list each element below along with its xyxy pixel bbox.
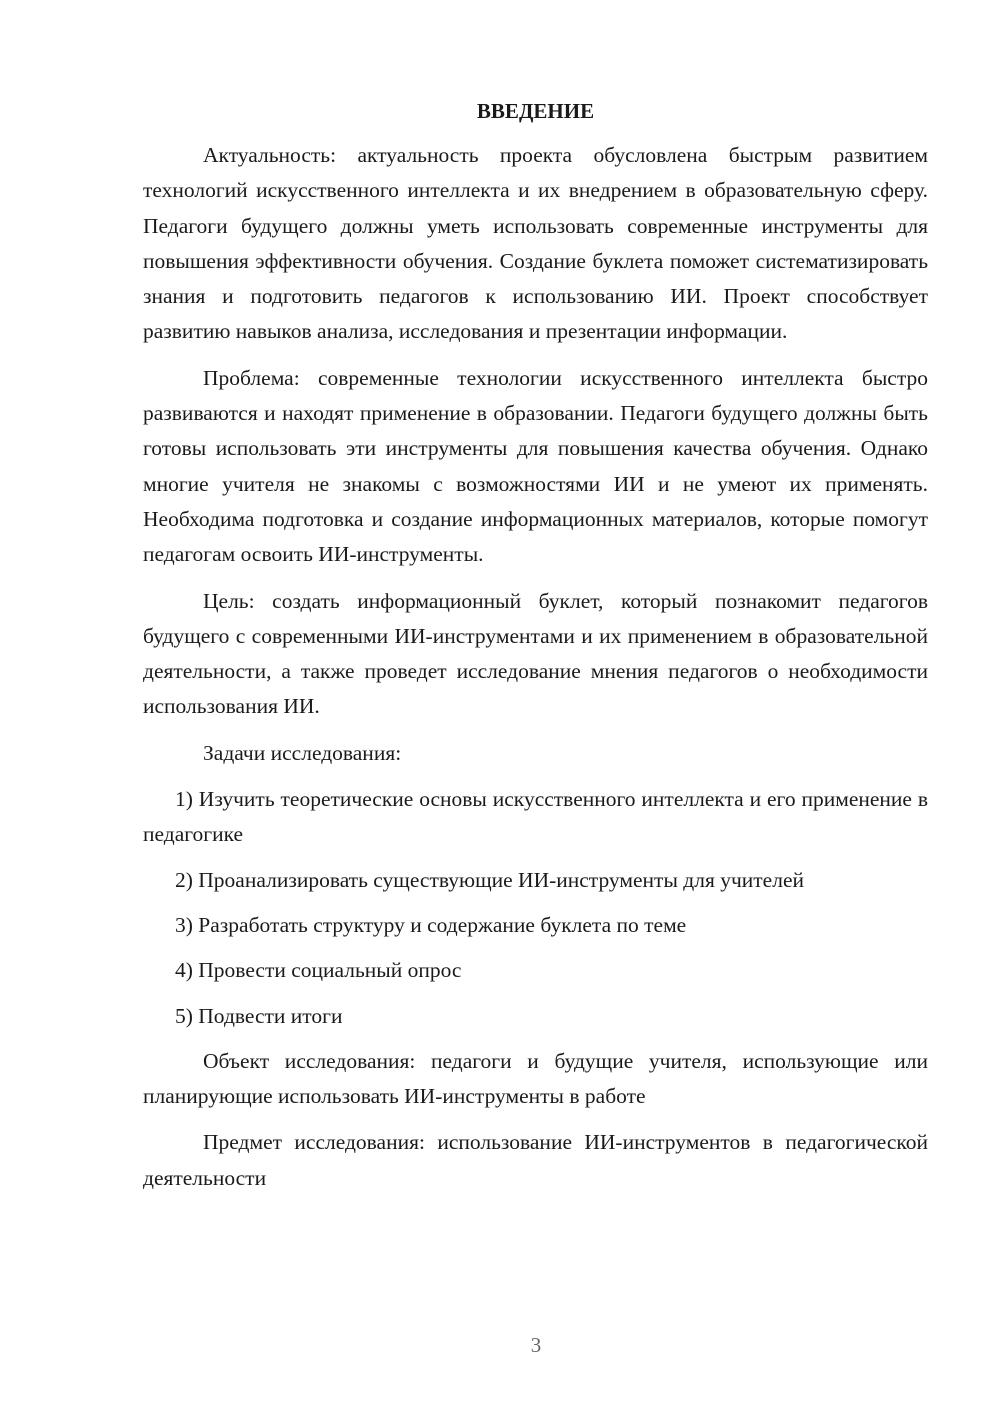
- relevance-paragraph: Актуальность: актуальность проекта обусловлена быстрым развитием технологий искусственного интеллекта и их внедрением в образовательную сферу. Педагоги будущего должны уметь использовать современные инструменты для повышения эффективности обучения. Создание буклета поможет систематизировать знания и подготовить педагогов к использованию ИИ. Проект способствует развитию навыков анализа, исследования и презентации информации.: [143, 143, 928, 344]
- task-item: 4) Провести социальный опрос: [175, 958, 462, 983]
- task-item: 2) Проанализировать существующие ИИ-инструменты для учителей: [175, 867, 804, 892]
- object-paragraph: Объект исследования: педагоги и будущие учителя, использующие или планирующие использовать ИИ-инструменты в работе: [143, 1048, 928, 1109]
- task-item: 1) Изучить теоретические основы искусственного интеллекта и его применение в педагогике: [143, 787, 928, 847]
- problem-paragraph: Проблема: современные технологии искусственного интеллекта быстро развиваются и находят применение в образовании. Педагоги будущего должны быть готовы использовать эти инструменты для повышения качества обучения. Однако многие учителя не знакомы с возможностями ИИ и не умеют их применять. Необходима подготовка и создание информационных материалов, которые помогут педагогам освоить ИИ-инструменты.: [143, 365, 928, 567]
- task-item: 5) Подвести итоги: [175, 1003, 343, 1028]
- goal-paragraph: Цель: создать информационный буклет, который познакомит педагогов будущего с современными ИИ-инструментами и их применением в образовательной деятельности, а также проведет исследование мнения педагогов о необходимости использования ИИ.: [143, 588, 928, 719]
- page-number: 3: [530, 1333, 542, 1357]
- tasks-title: Задачи исследования:: [203, 740, 402, 765]
- task-item: 3) Разработать структуру и содержание буклета по теме: [175, 912, 687, 937]
- document-page: [143, 96, 928, 1207]
- page-title: ВВЕДЕНИЕ: [476, 99, 595, 123]
- subject-paragraph: Предмет исследования: использование ИИ-инструментов в педагогической деятельности: [143, 1130, 928, 1190]
